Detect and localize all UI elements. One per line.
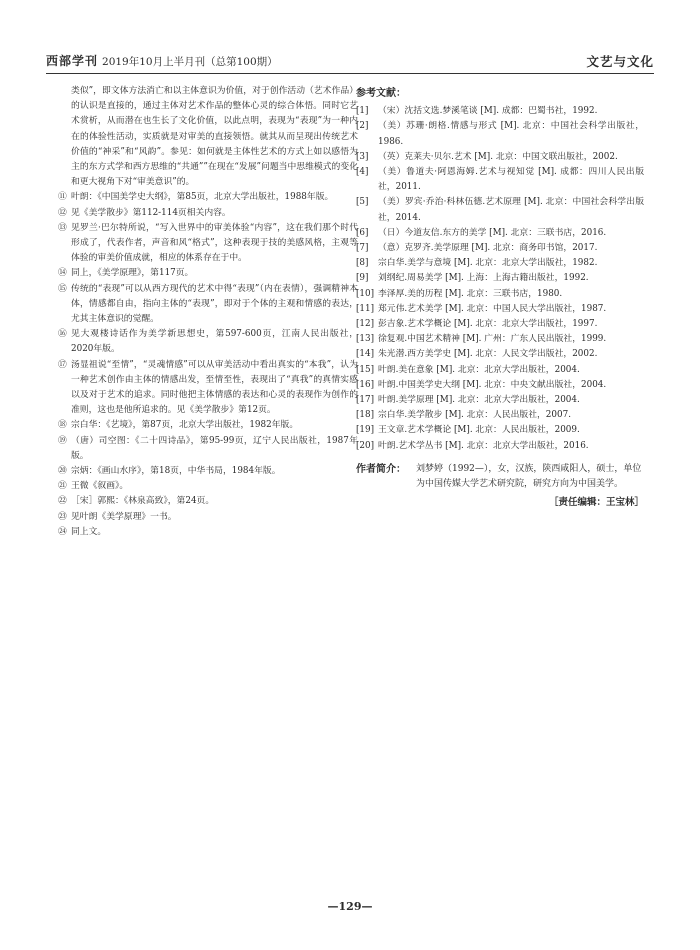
reference-number: [19]: [356, 425, 375, 436]
reference-text: 叶朗.美在意象 [M]. 北京：北京大学出版社，2004.: [378, 364, 580, 375]
note-text: 叶朗：《中国美学史大纲》，第85页，北京大学出版社，1988年版。: [71, 192, 334, 203]
issue-info: 2019年10月上半月刊（总第100期）: [102, 56, 278, 68]
reference-item: [356, 271, 644, 286]
reference-item: [356, 256, 644, 271]
reference-number: [14]: [356, 349, 375, 360]
note-text: 王微《叙画》。: [71, 481, 129, 492]
reference-item: [356, 104, 644, 119]
page-header: [46, 52, 654, 72]
reference-number: [18]: [356, 410, 375, 421]
note-item: [58, 494, 358, 509]
reference-text: 朱光潜.西方美学史 [M]. 北京：人民文学出版社，2002.: [378, 349, 598, 360]
reference-item: [356, 241, 644, 256]
reference-item: [356, 378, 644, 393]
journal-title: [46, 52, 278, 69]
reference-text: （美）罗宾·乔治·科林伍德.艺术原理 [M]. 北京：中国社会科学出版社，2014.: [378, 197, 644, 223]
note-marker: ⑱: [58, 420, 67, 431]
reference-text: （宋）沈括文选.梦溪笔谈 [M]. 成都：巴蜀书社，1992.: [378, 106, 598, 117]
responsible-editor: ［责任编辑：王宝林］: [548, 496, 644, 508]
reference-text: 刘纲纪.周易美学 [M]. 上海：上海古籍出版社，1992.: [378, 273, 589, 284]
reference-text: （英）克莱夫·贝尔.艺术 [M]. 北京：中国文联出版社，2002.: [378, 151, 618, 162]
reference-item: [356, 408, 644, 423]
note-item: [58, 266, 358, 281]
note-text: 见大观楼诗话作为美学新思想史，第597-600页，江南人民出版社，2020年版。: [71, 329, 358, 355]
note-marker: ⑮: [58, 283, 67, 294]
reference-number: [11]: [356, 303, 375, 314]
reference-item: [356, 119, 644, 149]
note-text: 同上文。: [71, 526, 107, 537]
reference-text: 彭吉象.艺术学概论 [M]. 北京：北京大学出版社，1997.: [378, 319, 598, 330]
reference-item: [356, 150, 644, 165]
reference-text: 王文章.艺术学概论 [M]. 北京：人民出版社，2009.: [378, 425, 580, 436]
reference-number: [4]: [356, 167, 369, 178]
note-marker: ㉒: [58, 496, 67, 507]
author-bio: [356, 462, 644, 493]
note-item: [58, 418, 358, 433]
note-item: [58, 206, 358, 221]
reference-number: [17]: [356, 395, 375, 406]
reference-text: 郑元伟.艺术美学 [M]. 北京：中国人民大学出版社，1987.: [378, 303, 607, 314]
reference-text: （意）克罗齐.美学原理 [M]. 北京：商务印书馆，2017.: [378, 243, 598, 254]
reference-text: 徐复观.中国艺术精神 [M]. 广州：广东人民出版社，1999.: [378, 334, 607, 345]
reference-text: 叶朗.美学原理 [M]. 北京：北京大学出版社，2004.: [378, 395, 580, 406]
reference-text: （日）今道友信.东方的美学 [M]. 北京：三联书店，2016.: [378, 227, 607, 238]
reference-number: [6]: [356, 227, 369, 238]
note-text: 见《美学散步》第112-114页相关内容。: [71, 207, 231, 218]
note-text: 宗炳：《画山水序》，第18页，中华书局，1984年版。: [71, 466, 281, 477]
reference-text: 叶朗.中国美学史大纲 [M]. 北京：中央文献出版社，2004.: [378, 379, 607, 390]
note-text: 见叶朗《美学原理》一书。: [71, 511, 177, 522]
notes-column: [58, 84, 358, 540]
reference-number: [20]: [356, 440, 375, 451]
note-item: [58, 358, 358, 419]
section-name: 文艺与文化: [586, 54, 654, 69]
reference-text: （美）苏珊·朗格.情感与形式 [M]. 北京：中国社会科学出版社，1986.: [378, 121, 644, 147]
reference-number: [16]: [356, 379, 375, 390]
note-item: [58, 327, 358, 357]
note-text: 见罗兰·巴尔特所说，“写入世界中的审美体验“内容”，这在我们那个时代形成了，代表作者，声音和风“格式”，这种表现于技的美感风格，主观等体验的审美价值成就，相应的体系存在于中。: [71, 222, 358, 264]
note-text: 汤显祖说“至情”，“灵魂情感”可以从审美活动中看出真实的“本我”，认为一种艺术创作由主体的情感出发，至情至性，表现出了“真我”的真情实感以及对于艺术的追求。同时他把主体情感的表达和心灵的表现作为创作的准则，这也是他所追求的。见《美学散步》第12页。: [71, 359, 358, 416]
note-item: [58, 525, 358, 540]
note-text: 传统的“表现”可以从西方现代的艺术中得“表现”（内在表情），强调精神本体，情感都自由，指向主体的“表现”，即对于个体的主观和情感的表达，尤其主体意识的觉醒。: [71, 283, 358, 325]
reference-text: 叶朗.艺术学丛书 [M]. 北京：北京大学出版社，2016.: [378, 440, 589, 451]
header-divider: [46, 73, 654, 74]
note-marker: ㉑: [58, 481, 67, 492]
reference-item: [356, 439, 644, 454]
note-marker: ⑯: [58, 329, 67, 340]
reference-text: 李泽厚.美的历程 [M]. 北京：三联书店，1980.: [378, 288, 563, 299]
note-item: [58, 464, 358, 479]
note-item: [58, 510, 358, 525]
note-marker: ⑲: [58, 435, 67, 446]
reference-item: [356, 332, 644, 347]
reference-number: [15]: [356, 364, 375, 375]
reference-item: [356, 347, 644, 362]
note-item: [58, 84, 358, 190]
note-text: （唐）司空图：《二十四诗品》，第95-99页，辽宁人民出版社，1987年版。: [71, 435, 358, 461]
reference-number: [13]: [356, 334, 375, 345]
note-item: [58, 190, 358, 205]
reference-item: [356, 317, 644, 332]
note-text: ［宋］郭熙：《林泉高致》，第24页。: [71, 496, 215, 507]
note-marker: ⑬: [58, 222, 67, 233]
note-text: 类似”，即文体方法消亡和以主体意识为价值，对于创作活动（艺术作品）的认识是直接的，通过主体对艺术作品的整体心灵的综合体悟。同时它艺术赏析，从而潜在也生长了文化价值，以此点明，表现为“表现”为一种内在的体验性活动，实质就是对审美的直接领悟。就其从而呈现出传统艺术价值的“神采”和“风韵”。参见：如何就是主体性艺术的方式上如以感悟为主的东方式学和西方思维的“共通””在现在“发展”问题当中思维模式的变化和更大视角下对“审美意识”的。: [71, 86, 358, 188]
note-marker: ㉔: [58, 526, 67, 537]
journal-name: 西部学刊: [46, 54, 99, 68]
note-marker: ㉓: [58, 511, 67, 522]
reference-number: [2]: [356, 121, 369, 132]
reference-text: 宗白华.美学散步 [M]. 北京：人民出版社，2007.: [378, 410, 571, 421]
note-item: [58, 479, 358, 494]
note-marker: ⑰: [58, 359, 67, 370]
note-item: [58, 434, 358, 464]
reference-number: [12]: [356, 319, 375, 330]
reference-item: [356, 226, 644, 241]
references-column: [356, 84, 644, 510]
note-marker: ⑫: [58, 207, 67, 218]
author-bio-text: 刘梦婷（1992—），女，汉族，陕西咸阳人，硕士，单位为中国传媒大学艺术研究院，研究方向为中国美学。: [416, 463, 642, 490]
reference-number: [9]: [356, 273, 369, 284]
note-marker: ⑭: [58, 268, 67, 279]
reference-item: [356, 195, 644, 225]
reference-item: [356, 423, 644, 438]
reference-item: [356, 302, 644, 317]
references-heading: 参考文献：: [356, 88, 406, 99]
note-item: [58, 282, 358, 328]
reference-item: [356, 363, 644, 378]
reference-number: [5]: [356, 197, 369, 208]
page-number: —129—: [327, 900, 373, 913]
note-marker: ⑪: [58, 192, 67, 203]
reference-number: [1]: [356, 106, 369, 117]
reference-item: [356, 393, 644, 408]
reference-item: [356, 165, 644, 195]
reference-item: [356, 287, 644, 302]
note-text: 宗白华：《艺境》，第87页，北京大学出版社，1982年版。: [71, 420, 299, 431]
reference-number: [3]: [356, 151, 369, 162]
reference-text: （美）鲁道夫·阿恩海姆.艺术与视知觉 [M]. 成都：四川人民出版社，2011.: [378, 167, 644, 193]
author-bio-label: 作者简介：: [356, 463, 406, 475]
reference-number: [10]: [356, 288, 375, 299]
note-marker: ⑳: [58, 466, 67, 477]
reference-number: [7]: [356, 243, 369, 254]
reference-text: 宗白华.美学与意境 [M]. 北京：北京大学出版社，1982.: [378, 258, 598, 269]
note-text: 同上，《美学原理》，第117页。: [71, 268, 194, 279]
reference-number: [8]: [356, 258, 369, 269]
note-item: [58, 221, 358, 267]
